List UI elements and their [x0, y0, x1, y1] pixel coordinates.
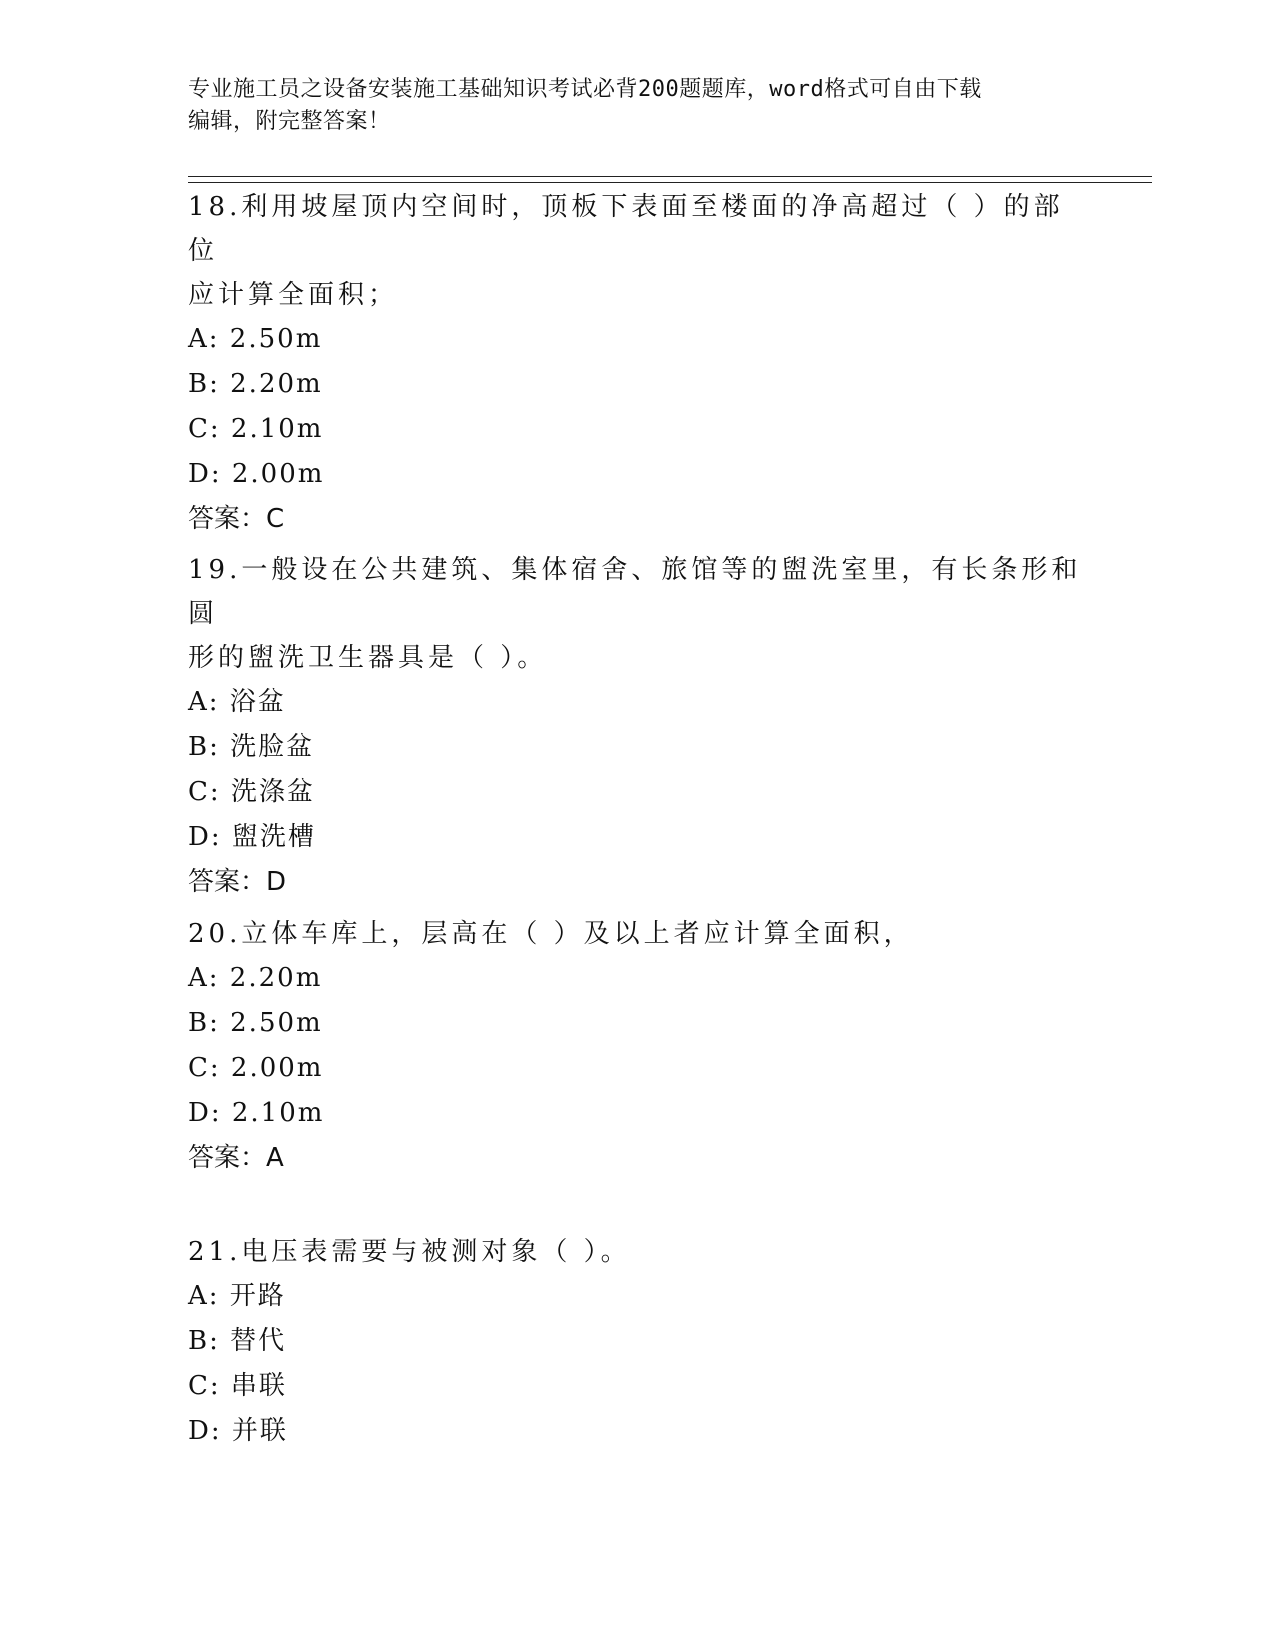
option-a: A: 开路	[188, 1281, 286, 1311]
header-divider-top	[188, 176, 1152, 177]
option-d: D: 并联	[188, 1416, 288, 1446]
question-stem-line: 21.电压表需要与被测对象（ ）。	[188, 1237, 631, 1267]
option-a: A: 2.20m	[188, 963, 323, 993]
option-c: C: 2.10m	[188, 414, 324, 444]
question-stem-line: 19.一般设在公共建筑、集体宿舍、旅馆等的盥洗室里，有长条形和圆	[188, 555, 1082, 629]
header-line-1: 专业施工员之设备安装施工基础知识考试必背200题题库，word格式可自由下载	[188, 77, 982, 102]
option-d: D: 盥洗槽	[188, 822, 316, 852]
option-b: B: 洗脸盆	[188, 732, 315, 762]
question-stem-line: 20.立体车库上，层高在（ ）及以上者应计算全面积，	[188, 919, 914, 949]
option-b: B: 替代	[188, 1326, 287, 1356]
option-d: D: 2.10m	[188, 1098, 325, 1128]
option-b: B: 2.50m	[188, 1008, 323, 1038]
question-stem-line: 应计算全面积；	[188, 280, 399, 310]
option-a: A: 2.50m	[188, 324, 323, 354]
question-stem-line: 18.利用坡屋顶内空间时，顶板下表面至楼面的净高超过（ ）的部位	[188, 192, 1064, 266]
question-19	[188, 548, 1088, 904]
question-20	[188, 912, 1088, 1180]
question-18	[188, 185, 1088, 541]
question-21	[188, 1230, 1088, 1454]
option-d: D: 2.00m	[188, 459, 325, 489]
answer: 答案：C	[188, 504, 285, 534]
option-c: C: 洗涤盆	[188, 777, 315, 807]
answer: 答案：D	[188, 867, 287, 897]
option-c: C: 2.00m	[188, 1053, 324, 1083]
option-b: B: 2.20m	[188, 369, 323, 399]
document-header	[188, 74, 1088, 138]
option-a: A: 浴盆	[188, 687, 286, 717]
question-stem-line: 形的盥洗卫生器具是（ ）。	[188, 643, 548, 673]
header-line-2: 编辑，附完整答案！	[188, 109, 391, 134]
answer: 答案：A	[188, 1143, 284, 1173]
option-c: C: 串联	[188, 1371, 287, 1401]
header-divider-bottom	[188, 182, 1152, 183]
